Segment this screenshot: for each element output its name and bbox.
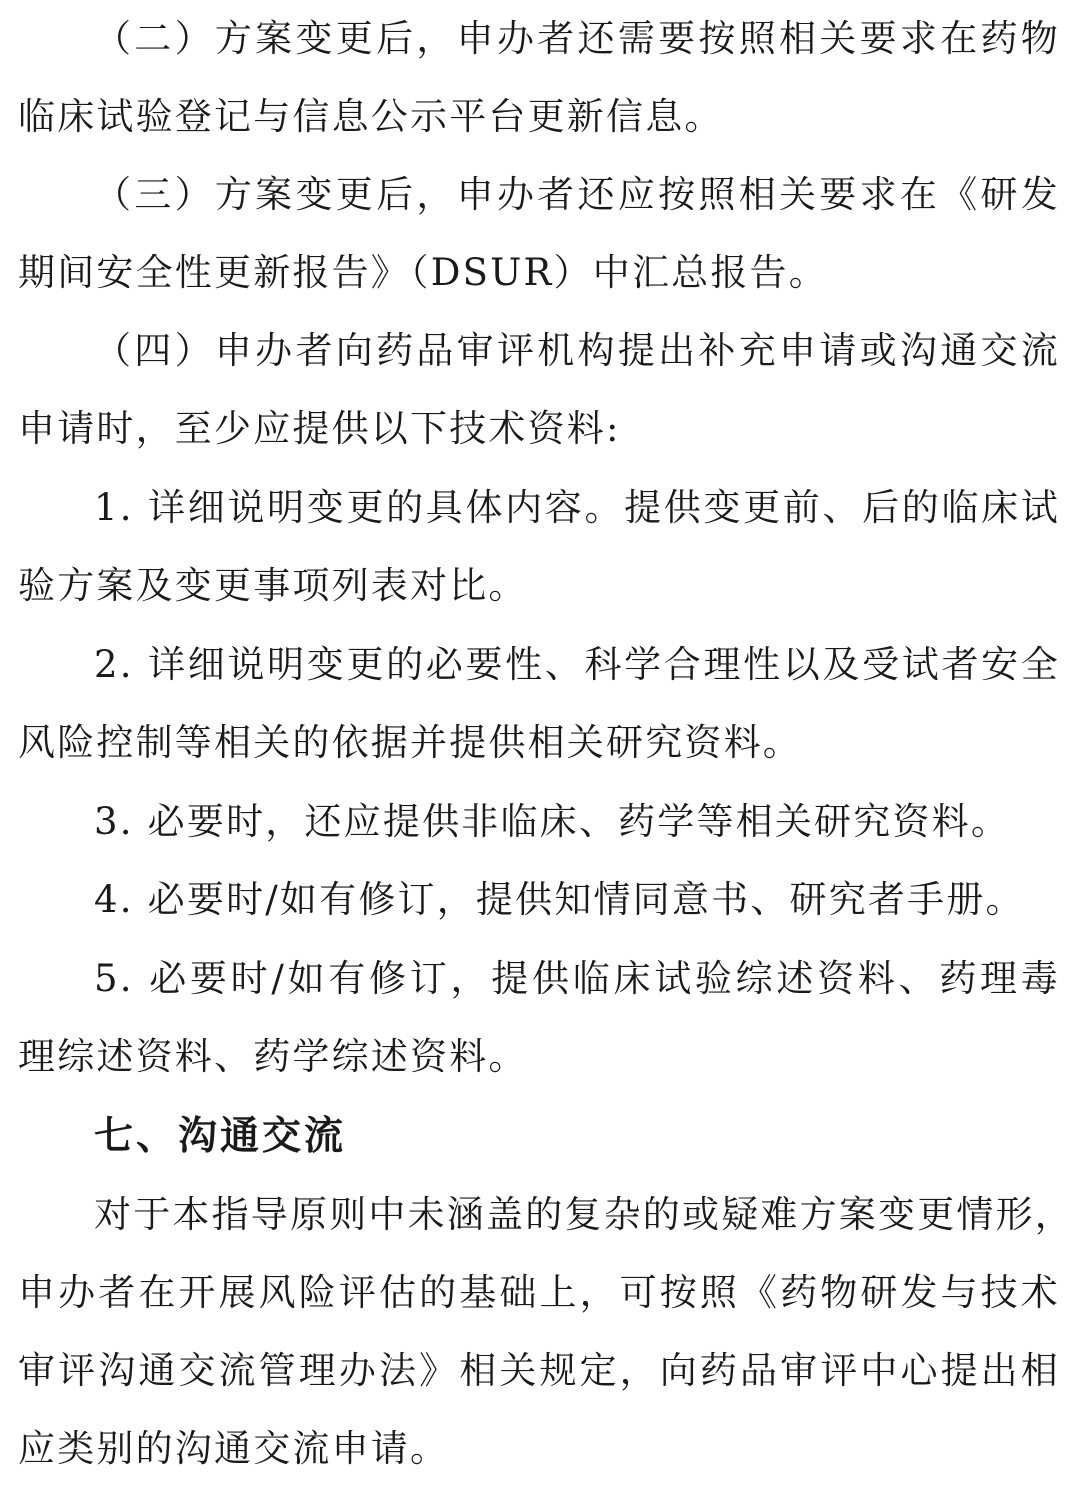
paragraph-4-line-2: 申请时，至少应提供以下技术资料: [18, 407, 621, 450]
section-heading: 七、沟通交流 [94, 1114, 347, 1159]
paragraph-2-line-2: 临床试验登记与信息公示平台更新信息。 [18, 95, 724, 138]
paragraph-7-line-1: 对于本指导原则中未涵盖的复杂的或疑难方案变更情形， [94, 1193, 1074, 1236]
list-item-2-line-2: 风险控制等相关的依据并提供相关研究资料。 [18, 721, 802, 764]
list-item-3: 3. 必要时，还应提供非临床、药学等相关研究资料。 [94, 800, 1011, 843]
paragraph-7-line-4: 应类别的沟通交流申请。 [18, 1427, 450, 1470]
paragraph-4-line-1: （四）申办者向药品审评机构提出补充申请或沟通交流 [94, 329, 1060, 372]
list-item-5-line-1: 5. 必要时/如有修订，提供临床试验综述资料、药理毒 [94, 957, 1060, 1000]
list-item-2-line-1: 2. 详细说明变更的必要性、科学合理性以及受试者安全 [94, 643, 1060, 686]
paragraph-7-line-3: 审评沟通交流管理办法》相关规定，向药品审评中心提出相 [18, 1349, 1060, 1392]
paragraph-3-line-2: 期间安全性更新报告》（DSUR）中汇总报告。 [18, 251, 828, 294]
list-item-5-line-2: 理综述资料、药学综述资料。 [18, 1035, 528, 1078]
list-item-4: 4. 必要时/如有修订，提供知情同意书、研究者手册。 [94, 878, 1025, 921]
paragraph-7-line-2: 申办者在开展风险评估的基础上，可按照《药物研发与技术 [18, 1271, 1060, 1314]
paragraph-3-line-1: （三）方案变更后，申办者还应按照相关要求在《研发 [94, 173, 1060, 216]
list-item-1-line-2: 验方案及变更事项列表对比。 [18, 564, 528, 607]
list-item-1-line-1: 1. 详细说明变更的具体内容。提供变更前、后的临床试 [94, 486, 1060, 529]
paragraph-2-line-1: （二）方案变更后，申办者还需要按照相关要求在药物 [94, 17, 1060, 60]
